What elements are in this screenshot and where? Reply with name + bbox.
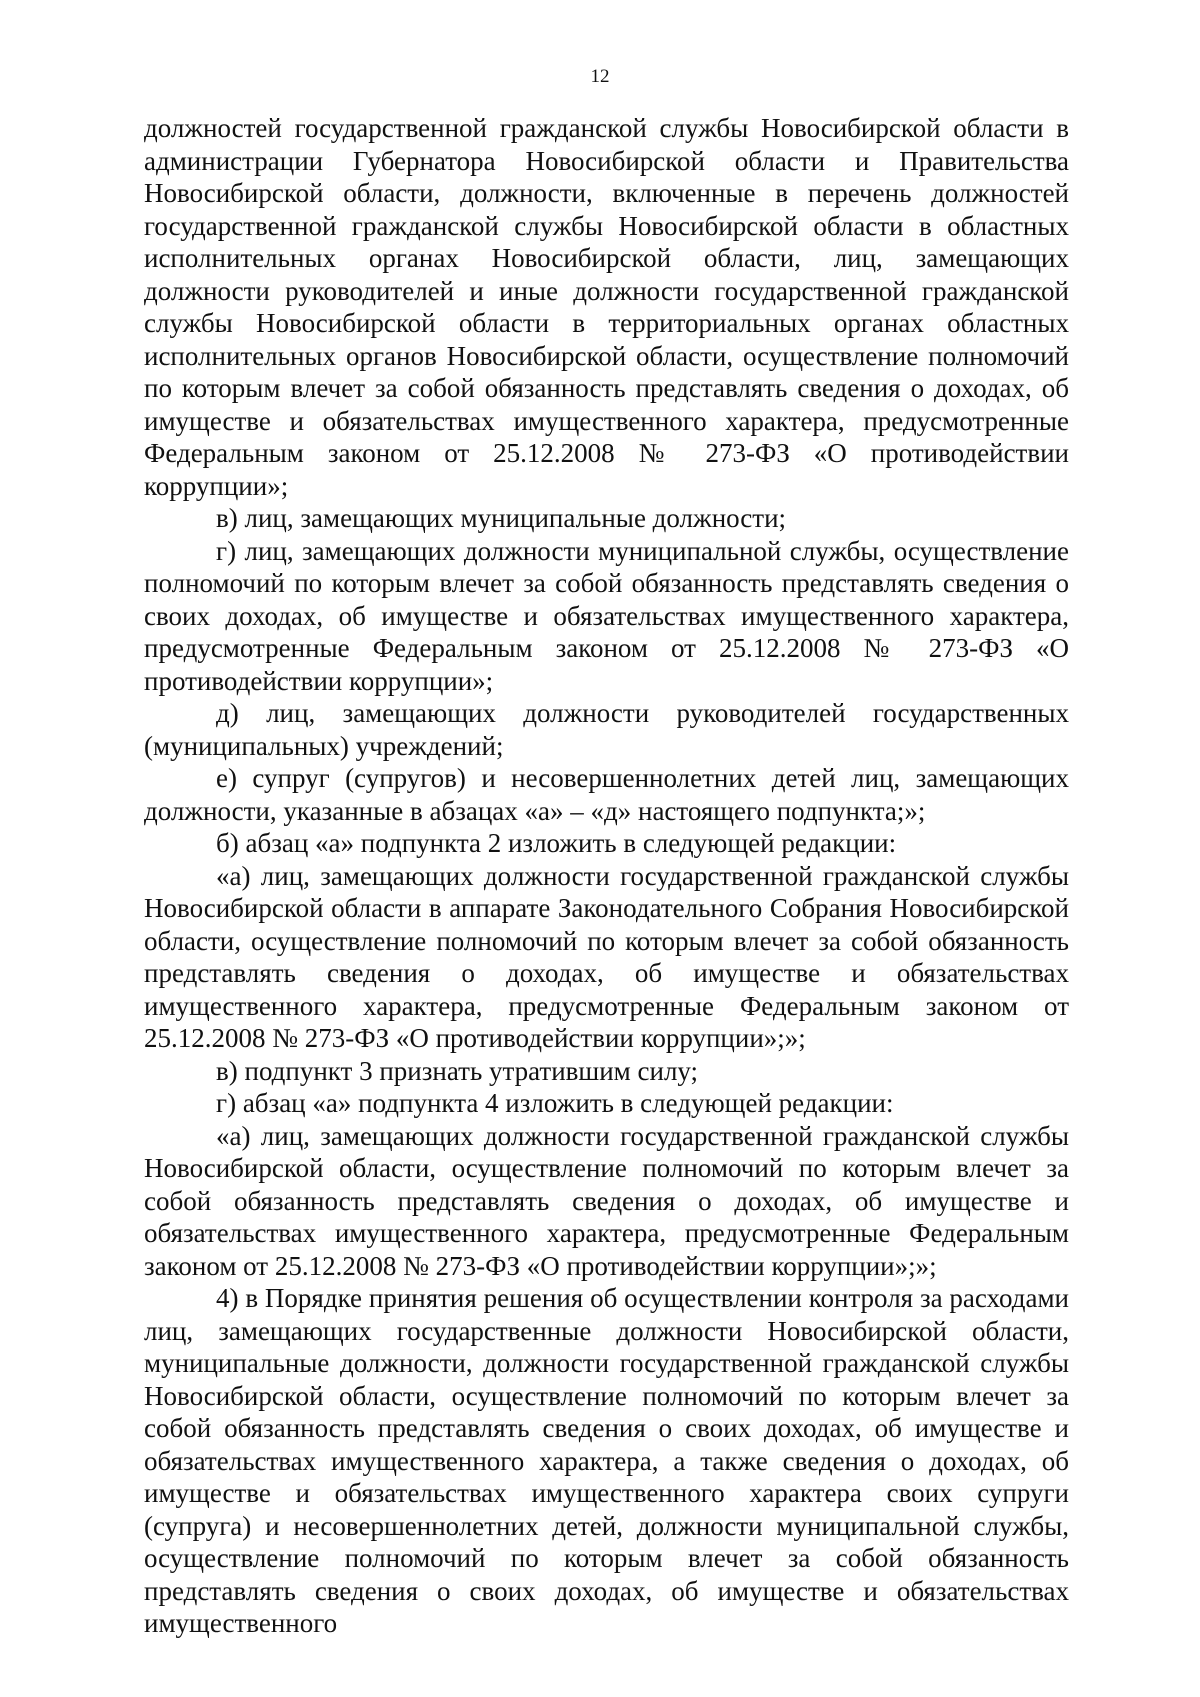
paragraph-quoted-a-2: «а) лиц, замещающих должности государственной гражданской службы Новосибирской области, осуществление полномочий по которым влечет за собой обязанность представлять сведения о доходах, об имуществе и обязательствах имущественного характера, предусмотренные Федеральным законом от 25.12.2008 № 273-ФЗ «О противодействии коррупции»;»; [144, 1120, 1069, 1281]
paragraph-amend-b: б) абзац «а» подпункта 2 изложить в следующей редакции: [216, 828, 897, 858]
paragraph-quoted-a-1: «а) лиц, замещающих должности государственной гражданской службы Новосибирской области в аппарате Законодательного Собрания Новосибирской области, осуществление полномочий по которым влечет за собой обязанность представлять сведения о доходах, об имуществе и обязательствах имущественного характера, предусмотренные Федеральным законом от 25.12.2008 № 273-ФЗ «О противодействии коррупции»;»; [144, 860, 1069, 1053]
paragraph-item-e: е) супруг (супругов) и несовершеннолетних детей лиц, замещающих должности, указанные в абзацах «а» – «д» настоящего подпункта;»; [144, 763, 1069, 826]
paragraph-item-v: в) лиц, замещающих муниципальные должности; [216, 503, 787, 533]
paragraph-item-4: 4) в Порядке принятия решения об осуществлении контроля за расходами лиц, замещающих государственные должности Новосибирской области, муниципальные должности, должности государственной гражданской службы Новосибирской области, осуществление полномочий по которым влечет за собой обязанность представлять сведения о своих доходах, об имуществе и обязательствах имущественного характера, а также сведения о доходах, об имуществе и обязательствах имущественного характера своих супруги (супруга) и несовершеннолетних детей, должности муниципальной службы, осуществление полномочий по которым влечет за собой обязанность представлять сведения о своих доходах, об имуществе и обязательствах имущественного [144, 1283, 1069, 1638]
page-number: 12 [590, 66, 610, 87]
paragraph-amend-g: г) абзац «а» подпункта 4 изложить в следующей редакции: [216, 1088, 894, 1118]
paragraph-continuation: должностей государственной гражданской службы Новосибирской области в администрации Губернатора Новосибирской области и Правительства Новосибирской области, должности, включенные в перечень должностей государственной гражданской службы Новосибирской области в областных исполнительных органах Новосибирской области, лиц, замещающих должности руководителей и иные должности государственной гражданской службы Новосибирской области в территориальных органах областных исполнительных органов Новосибирской области, осуществление полномочий по которым влечет за собой обязанность представлять сведения о доходах, об имуществе и обязательствах имущественного характера, предусмотренные Федеральным законом от 25.12.2008 № 273-ФЗ «О противодействии коррупции»; [144, 113, 1069, 501]
paragraph-item-d: д) лиц, замещающих должности руководителей государственных (муниципальных) учреждений; [144, 698, 1069, 761]
paragraph-amend-v: в) подпункт 3 признать утратившим силу; [216, 1055, 699, 1086]
document-body [144, 112, 1069, 1640]
paragraph-item-g: г) лиц, замещающих должности муниципальной службы, осуществление полномочий по которым влечет за собой обязанность представлять сведения о своих доходах, об имуществе и обязательствах имущественного характера, предусмотренные Федеральным законом от 25.12.2008 № 273-ФЗ «О противодействии коррупции»; [144, 535, 1069, 696]
